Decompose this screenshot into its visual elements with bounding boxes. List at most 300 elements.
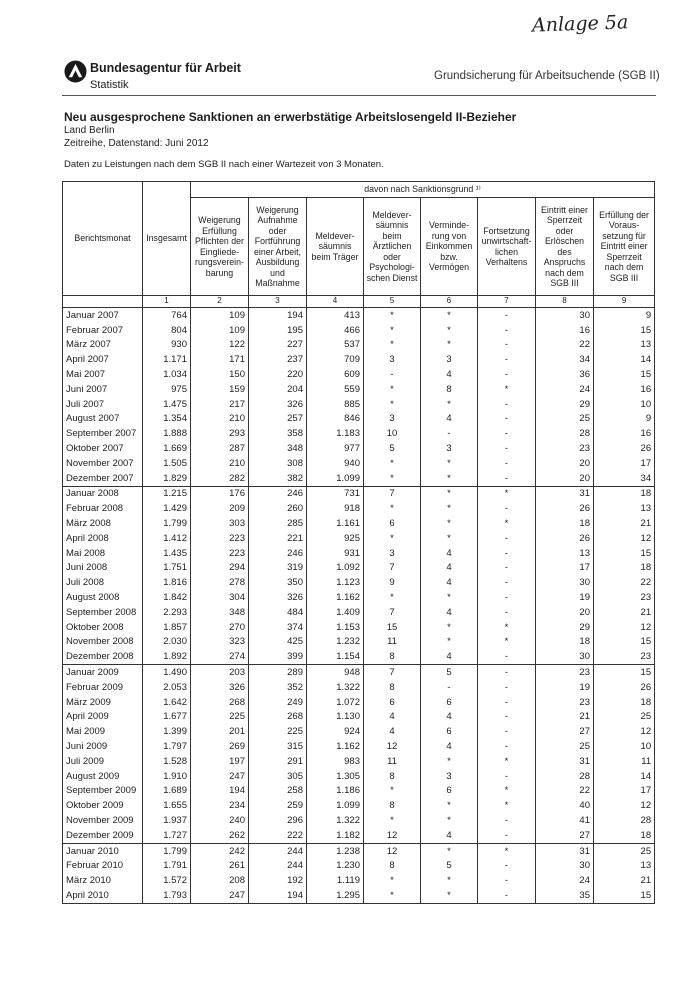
unwirtschaftlich-cell: - — [478, 695, 536, 710]
einkommen-cell: 4 — [421, 367, 478, 382]
col-header-eingliederung: Weigerung Erfüllung Pflichten der Eingliede-rungsverein-barung — [191, 198, 249, 296]
einkommen-cell: 3 — [421, 352, 478, 367]
table-row — [63, 441, 655, 456]
einkommen-cell: * — [421, 501, 478, 516]
data-status-label: Zeitreihe, Datenstand: Juni 2012 — [64, 138, 209, 149]
table-row — [63, 501, 655, 516]
col-header-sperrzeit: Eintritt einer Sperrzeit oder Erlöschen des Anspruchs nach dem SGB III — [536, 198, 594, 296]
table-row — [63, 873, 655, 888]
meldeversaeumnis-arzt-cell: 7 — [364, 665, 421, 680]
unwirtschaftlich-cell: - — [478, 323, 536, 338]
total-cell: 1.505 — [143, 456, 191, 471]
einkommen-cell: * — [421, 798, 478, 813]
arbeit-cell: 194 — [249, 308, 307, 323]
arbeit-cell: 192 — [249, 873, 307, 888]
meldeversaeumnis-traeger-cell: 466 — [307, 323, 364, 338]
sperrzeit-voraussetzung-cell: 26 — [594, 680, 655, 695]
sperrzeit-cell: 29 — [536, 620, 594, 635]
sperrzeit-voraussetzung-cell: 13 — [594, 501, 655, 516]
sperrzeit-voraussetzung-cell: 21 — [594, 605, 655, 620]
arbeit-cell: 204 — [249, 382, 307, 397]
total-cell: 1.572 — [143, 873, 191, 888]
table-row — [63, 426, 655, 441]
month-cell: Juni 2008 — [63, 561, 143, 576]
table-row — [63, 323, 655, 338]
einkommen-cell: * — [421, 620, 478, 635]
unwirtschaftlich-cell: - — [478, 888, 536, 903]
meldeversaeumnis-arzt-cell: 11 — [364, 635, 421, 650]
meldeversaeumnis-traeger-cell: 924 — [307, 724, 364, 739]
total-cell: 1.528 — [143, 754, 191, 769]
meldeversaeumnis-arzt-cell: 7 — [364, 486, 421, 501]
arbeit-cell: 258 — [249, 784, 307, 799]
meldeversaeumnis-arzt-cell: 7 — [364, 561, 421, 576]
month-cell: April 2007 — [63, 352, 143, 367]
sperrzeit-cell: 19 — [536, 590, 594, 605]
meldeversaeumnis-traeger-cell: 1.230 — [307, 858, 364, 873]
month-cell: Juni 2007 — [63, 382, 143, 397]
sperrzeit-cell: 16 — [536, 323, 594, 338]
table-row — [63, 739, 655, 754]
meldeversaeumnis-traeger-cell: 977 — [307, 441, 364, 456]
sperrzeit-cell: 13 — [536, 546, 594, 561]
total-cell: 1.842 — [143, 590, 191, 605]
sperrzeit-voraussetzung-cell: 12 — [594, 798, 655, 813]
eingliederung-cell: 159 — [191, 382, 249, 397]
unwirtschaftlich-cell: - — [478, 649, 536, 664]
month-cell: März 2007 — [63, 338, 143, 353]
table-row — [63, 486, 655, 501]
meldeversaeumnis-traeger-cell: 885 — [307, 397, 364, 412]
total-cell: 1.490 — [143, 665, 191, 680]
unwirtschaftlich-cell: - — [478, 546, 536, 561]
arbeit-cell: 227 — [249, 338, 307, 353]
unwirtschaftlich-cell: * — [478, 784, 536, 799]
col-number: 4 — [307, 296, 364, 308]
total-cell: 1.171 — [143, 352, 191, 367]
unwirtschaftlich-cell: * — [478, 635, 536, 650]
sperrzeit-cell: 28 — [536, 426, 594, 441]
meldeversaeumnis-arzt-cell: 6 — [364, 516, 421, 531]
arbeit-cell: 348 — [249, 441, 307, 456]
eingliederung-cell: 201 — [191, 724, 249, 739]
arbeit-cell: 315 — [249, 739, 307, 754]
eingliederung-cell: 262 — [191, 828, 249, 843]
arbeit-cell: 374 — [249, 620, 307, 635]
table-row — [63, 456, 655, 471]
meldeversaeumnis-arzt-cell: * — [364, 397, 421, 412]
meldeversaeumnis-traeger-cell: 1.099 — [307, 471, 364, 486]
total-cell: 1.797 — [143, 739, 191, 754]
sperrzeit-cell: 20 — [536, 471, 594, 486]
meldeversaeumnis-arzt-cell: * — [364, 308, 421, 323]
org-subtitle: Statistik — [90, 79, 129, 91]
month-cell: März 2009 — [63, 695, 143, 710]
report-title: Neu ausgesprochene Sanktionen an erwerbstätige Arbeitslosengeld II-Bezieher — [64, 110, 517, 124]
month-cell: Dezember 2007 — [63, 471, 143, 486]
einkommen-cell: * — [421, 590, 478, 605]
total-cell: 2.293 — [143, 605, 191, 620]
table-row — [63, 546, 655, 561]
sperrzeit-cell: 34 — [536, 352, 594, 367]
einkommen-cell: 5 — [421, 665, 478, 680]
total-cell: 1.429 — [143, 501, 191, 516]
month-cell: Januar 2007 — [63, 308, 143, 323]
arbeit-cell: 246 — [249, 486, 307, 501]
meldeversaeumnis-traeger-cell: 1.322 — [307, 813, 364, 828]
eingliederung-cell: 282 — [191, 471, 249, 486]
total-cell: 2.030 — [143, 635, 191, 650]
arbeit-cell: 326 — [249, 397, 307, 412]
einkommen-cell: 4 — [421, 710, 478, 725]
einkommen-cell: * — [421, 308, 478, 323]
sperrzeit-voraussetzung-cell: 10 — [594, 739, 655, 754]
month-cell: August 2009 — [63, 769, 143, 784]
unwirtschaftlich-cell: - — [478, 426, 536, 441]
col-header-total: Insgesamt — [143, 182, 191, 296]
unwirtschaftlich-cell: - — [478, 352, 536, 367]
einkommen-cell: 4 — [421, 412, 478, 427]
meldeversaeumnis-traeger-cell: 1.183 — [307, 426, 364, 441]
col-header-month: Berichtsmonat — [63, 182, 143, 296]
unwirtschaftlich-cell: - — [478, 561, 536, 576]
einkommen-cell: 6 — [421, 695, 478, 710]
month-cell: Mai 2009 — [63, 724, 143, 739]
unwirtschaftlich-cell: - — [478, 338, 536, 353]
einkommen-cell: 4 — [421, 561, 478, 576]
sperrzeit-voraussetzung-cell: 15 — [594, 323, 655, 338]
table-row — [63, 338, 655, 353]
eingliederung-cell: 109 — [191, 308, 249, 323]
einkommen-cell: - — [421, 680, 478, 695]
handwritten-annotation: Anlage 5a — [531, 11, 629, 37]
table-row — [63, 665, 655, 680]
unwirtschaftlich-cell: - — [478, 367, 536, 382]
col-header-meldeversaeumnis-arzt: Meldever-säumnis beim Ärztlichen oder Psychologi-schen Dienst — [364, 198, 421, 296]
meldeversaeumnis-arzt-cell: 8 — [364, 858, 421, 873]
table-row — [63, 412, 655, 427]
sperrzeit-cell: 27 — [536, 724, 594, 739]
einkommen-cell: 8 — [421, 382, 478, 397]
total-cell: 1.475 — [143, 397, 191, 412]
table-row — [63, 843, 655, 858]
meldeversaeumnis-arzt-cell: 3 — [364, 352, 421, 367]
unwirtschaftlich-cell: - — [478, 813, 536, 828]
meldeversaeumnis-traeger-cell: 413 — [307, 308, 364, 323]
einkommen-cell: * — [421, 456, 478, 471]
table-row — [63, 769, 655, 784]
sperrzeit-cell: 27 — [536, 828, 594, 843]
footnote-waiting-period: Daten zu Leistungen nach dem SGB II nach einer Wartezeit von 3 Monaten. — [64, 159, 384, 170]
meldeversaeumnis-arzt-cell: 4 — [364, 724, 421, 739]
eingliederung-cell: 210 — [191, 456, 249, 471]
meldeversaeumnis-arzt-cell: * — [364, 323, 421, 338]
month-cell: Juli 2007 — [63, 397, 143, 412]
sperrzeit-voraussetzung-cell: 9 — [594, 412, 655, 427]
sperrzeit-cell: 22 — [536, 784, 594, 799]
month-cell: Februar 2009 — [63, 680, 143, 695]
eingliederung-cell: 150 — [191, 367, 249, 382]
sperrzeit-cell: 26 — [536, 531, 594, 546]
meldeversaeumnis-traeger-cell: 1.130 — [307, 710, 364, 725]
month-cell: November 2008 — [63, 635, 143, 650]
month-cell: Februar 2010 — [63, 858, 143, 873]
total-cell: 1.655 — [143, 798, 191, 813]
sperrzeit-cell: 22 — [536, 338, 594, 353]
sperrzeit-voraussetzung-cell: 12 — [594, 531, 655, 546]
arbeit-cell: 296 — [249, 813, 307, 828]
arbeit-cell: 257 — [249, 412, 307, 427]
month-cell: Januar 2010 — [63, 843, 143, 858]
meldeversaeumnis-traeger-cell: 918 — [307, 501, 364, 516]
col-number-blank — [63, 296, 143, 308]
month-cell: März 2010 — [63, 873, 143, 888]
table-row — [63, 352, 655, 367]
arbeit-cell: 319 — [249, 561, 307, 576]
eingliederung-cell: 234 — [191, 798, 249, 813]
month-cell: September 2008 — [63, 605, 143, 620]
meldeversaeumnis-arzt-cell: * — [364, 784, 421, 799]
sperrzeit-cell: 41 — [536, 813, 594, 828]
month-cell: August 2008 — [63, 590, 143, 605]
arbeit-cell: 350 — [249, 575, 307, 590]
sanctions-table — [62, 181, 655, 904]
total-cell: 764 — [143, 308, 191, 323]
month-cell: Juni 2009 — [63, 739, 143, 754]
meldeversaeumnis-arzt-cell: * — [364, 531, 421, 546]
total-cell: 2.053 — [143, 680, 191, 695]
month-cell: Juli 2008 — [63, 575, 143, 590]
eingliederung-cell: 217 — [191, 397, 249, 412]
meldeversaeumnis-arzt-cell: 10 — [364, 426, 421, 441]
table-row — [63, 724, 655, 739]
sperrzeit-voraussetzung-cell: 11 — [594, 754, 655, 769]
table-row — [63, 605, 655, 620]
table-row — [63, 784, 655, 799]
sperrzeit-cell: 24 — [536, 873, 594, 888]
table-row — [63, 888, 655, 903]
meldeversaeumnis-arzt-cell: * — [364, 888, 421, 903]
sperrzeit-voraussetzung-cell: 23 — [594, 590, 655, 605]
arbeit-cell: 195 — [249, 323, 307, 338]
arbeit-cell: 289 — [249, 665, 307, 680]
month-cell: April 2008 — [63, 531, 143, 546]
eingliederung-cell: 278 — [191, 575, 249, 590]
col-header-arbeit: Weigerung Aufnahme oder Fortführung einer Arbeit, Ausbildung und Maßnahme — [249, 198, 307, 296]
unwirtschaftlich-cell: - — [478, 456, 536, 471]
meldeversaeumnis-traeger-cell: 948 — [307, 665, 364, 680]
month-cell: Oktober 2007 — [63, 441, 143, 456]
meldeversaeumnis-traeger-cell: 1.186 — [307, 784, 364, 799]
table-row — [63, 367, 655, 382]
region-label: Land Berlin — [64, 125, 115, 136]
eingliederung-cell: 242 — [191, 843, 249, 858]
unwirtschaftlich-cell: * — [478, 486, 536, 501]
table-row — [63, 561, 655, 576]
unwirtschaftlich-cell: - — [478, 828, 536, 843]
einkommen-cell: * — [421, 397, 478, 412]
unwirtschaftlich-cell: - — [478, 858, 536, 873]
meldeversaeumnis-traeger-cell: 731 — [307, 486, 364, 501]
total-cell: 1.412 — [143, 531, 191, 546]
einkommen-cell: * — [421, 323, 478, 338]
sperrzeit-voraussetzung-cell: 10 — [594, 397, 655, 412]
eingliederung-cell: 122 — [191, 338, 249, 353]
total-cell: 804 — [143, 323, 191, 338]
month-cell: Februar 2008 — [63, 501, 143, 516]
total-cell: 1.799 — [143, 516, 191, 531]
sperrzeit-cell: 29 — [536, 397, 594, 412]
total-cell: 1.435 — [143, 546, 191, 561]
col-header-unwirtschaftlich: Fortsetzung unwirtschaft-lichen Verhaltens — [478, 198, 536, 296]
month-cell: Januar 2008 — [63, 486, 143, 501]
sperrzeit-voraussetzung-cell: 18 — [594, 695, 655, 710]
meldeversaeumnis-arzt-cell: 12 — [364, 843, 421, 858]
total-cell: 1.399 — [143, 724, 191, 739]
table-row — [63, 798, 655, 813]
meldeversaeumnis-traeger-cell: 1.322 — [307, 680, 364, 695]
month-cell: Februar 2007 — [63, 323, 143, 338]
sperrzeit-cell: 25 — [536, 739, 594, 754]
col-number: 6 — [421, 296, 478, 308]
sperrzeit-voraussetzung-cell: 15 — [594, 367, 655, 382]
arbeit-cell: 308 — [249, 456, 307, 471]
meldeversaeumnis-arzt-cell: * — [364, 456, 421, 471]
sperrzeit-cell: 26 — [536, 501, 594, 516]
meldeversaeumnis-traeger-cell: 940 — [307, 456, 364, 471]
arbeit-cell: 484 — [249, 605, 307, 620]
total-cell: 1.215 — [143, 486, 191, 501]
einkommen-cell: * — [421, 813, 478, 828]
sperrzeit-cell: 19 — [536, 680, 594, 695]
unwirtschaftlich-cell: - — [478, 471, 536, 486]
total-cell: 1.354 — [143, 412, 191, 427]
unwirtschaftlich-cell: - — [478, 873, 536, 888]
total-cell: 1.669 — [143, 441, 191, 456]
meldeversaeumnis-traeger-cell: 931 — [307, 546, 364, 561]
arbeit-cell: 244 — [249, 858, 307, 873]
meldeversaeumnis-arzt-cell: - — [364, 367, 421, 382]
arbeit-cell: 425 — [249, 635, 307, 650]
sperrzeit-cell: 30 — [536, 649, 594, 664]
sperrzeit-cell: 20 — [536, 605, 594, 620]
sperrzeit-voraussetzung-cell: 16 — [594, 426, 655, 441]
unwirtschaftlich-cell: - — [478, 308, 536, 323]
sperrzeit-voraussetzung-cell: 15 — [594, 888, 655, 903]
meldeversaeumnis-traeger-cell: 609 — [307, 367, 364, 382]
sperrzeit-voraussetzung-cell: 16 — [594, 382, 655, 397]
meldeversaeumnis-traeger-cell: 1.162 — [307, 739, 364, 754]
einkommen-cell: * — [421, 635, 478, 650]
total-cell: 1.791 — [143, 858, 191, 873]
sperrzeit-cell: 18 — [536, 516, 594, 531]
eingliederung-cell: 304 — [191, 590, 249, 605]
eingliederung-cell: 247 — [191, 888, 249, 903]
meldeversaeumnis-arzt-cell: 8 — [364, 769, 421, 784]
total-cell: 1.034 — [143, 367, 191, 382]
table-row — [63, 635, 655, 650]
unwirtschaftlich-cell: * — [478, 620, 536, 635]
sperrzeit-cell: 18 — [536, 635, 594, 650]
sperrzeit-voraussetzung-cell: 18 — [594, 561, 655, 576]
table-row — [63, 620, 655, 635]
sperrzeit-voraussetzung-cell: 28 — [594, 813, 655, 828]
unwirtschaftlich-cell: - — [478, 531, 536, 546]
meldeversaeumnis-traeger-cell: 1.119 — [307, 873, 364, 888]
arbeit-cell: 259 — [249, 798, 307, 813]
total-cell: 1.799 — [143, 843, 191, 858]
arbeit-cell: 399 — [249, 649, 307, 664]
einkommen-cell: * — [421, 471, 478, 486]
meldeversaeumnis-traeger-cell: 709 — [307, 352, 364, 367]
einkommen-cell: 3 — [421, 441, 478, 456]
table-row — [63, 754, 655, 769]
unwirtschaftlich-cell: * — [478, 382, 536, 397]
eingliederung-cell: 197 — [191, 754, 249, 769]
sperrzeit-voraussetzung-cell: 22 — [594, 575, 655, 590]
table-row — [63, 695, 655, 710]
arbeit-cell: 237 — [249, 352, 307, 367]
meldeversaeumnis-arzt-cell: 4 — [364, 710, 421, 725]
unwirtschaftlich-cell: - — [478, 739, 536, 754]
unwirtschaftlich-cell: - — [478, 441, 536, 456]
sperrzeit-voraussetzung-cell: 18 — [594, 486, 655, 501]
meldeversaeumnis-arzt-cell: 8 — [364, 680, 421, 695]
sperrzeit-cell: 23 — [536, 695, 594, 710]
einkommen-cell: - — [421, 426, 478, 441]
meldeversaeumnis-arzt-cell: * — [364, 471, 421, 486]
einkommen-cell: * — [421, 843, 478, 858]
sperrzeit-cell: 25 — [536, 412, 594, 427]
table-row — [63, 649, 655, 664]
einkommen-cell: 6 — [421, 724, 478, 739]
total-cell: 1.642 — [143, 695, 191, 710]
meldeversaeumnis-traeger-cell: 1.153 — [307, 620, 364, 635]
arbeit-cell: 222 — [249, 828, 307, 843]
table-row — [63, 710, 655, 725]
ba-logo-icon — [64, 60, 87, 83]
unwirtschaftlich-cell: - — [478, 501, 536, 516]
meldeversaeumnis-arzt-cell: 15 — [364, 620, 421, 635]
arbeit-cell: 326 — [249, 590, 307, 605]
unwirtschaftlich-cell: * — [478, 516, 536, 531]
meldeversaeumnis-traeger-cell: 925 — [307, 531, 364, 546]
einkommen-cell: 4 — [421, 828, 478, 843]
eingliederung-cell: 109 — [191, 323, 249, 338]
meldeversaeumnis-traeger-cell: 1.182 — [307, 828, 364, 843]
meldeversaeumnis-arzt-cell: 12 — [364, 828, 421, 843]
meldeversaeumnis-traeger-cell: 1.072 — [307, 695, 364, 710]
eingliederung-cell: 269 — [191, 739, 249, 754]
table-row — [63, 858, 655, 873]
total-cell: 1.888 — [143, 426, 191, 441]
meldeversaeumnis-arzt-cell: 3 — [364, 546, 421, 561]
meldeversaeumnis-arzt-cell: * — [364, 338, 421, 353]
eingliederung-cell: 287 — [191, 441, 249, 456]
meldeversaeumnis-traeger-cell: 1.409 — [307, 605, 364, 620]
month-cell: Dezember 2009 — [63, 828, 143, 843]
total-cell: 1.829 — [143, 471, 191, 486]
arbeit-cell: 291 — [249, 754, 307, 769]
meldeversaeumnis-traeger-cell: 537 — [307, 338, 364, 353]
table-row — [63, 575, 655, 590]
sperrzeit-cell: 30 — [536, 308, 594, 323]
col-header-sperrzeit-voraussetzung: Erfüllung der Voraus-setzung für Eintritt einer Sperrzeit nach dem SGB III — [594, 198, 655, 296]
arbeit-cell: 358 — [249, 426, 307, 441]
arbeit-cell: 221 — [249, 531, 307, 546]
unwirtschaftlich-cell: - — [478, 665, 536, 680]
total-cell: 1.689 — [143, 784, 191, 799]
